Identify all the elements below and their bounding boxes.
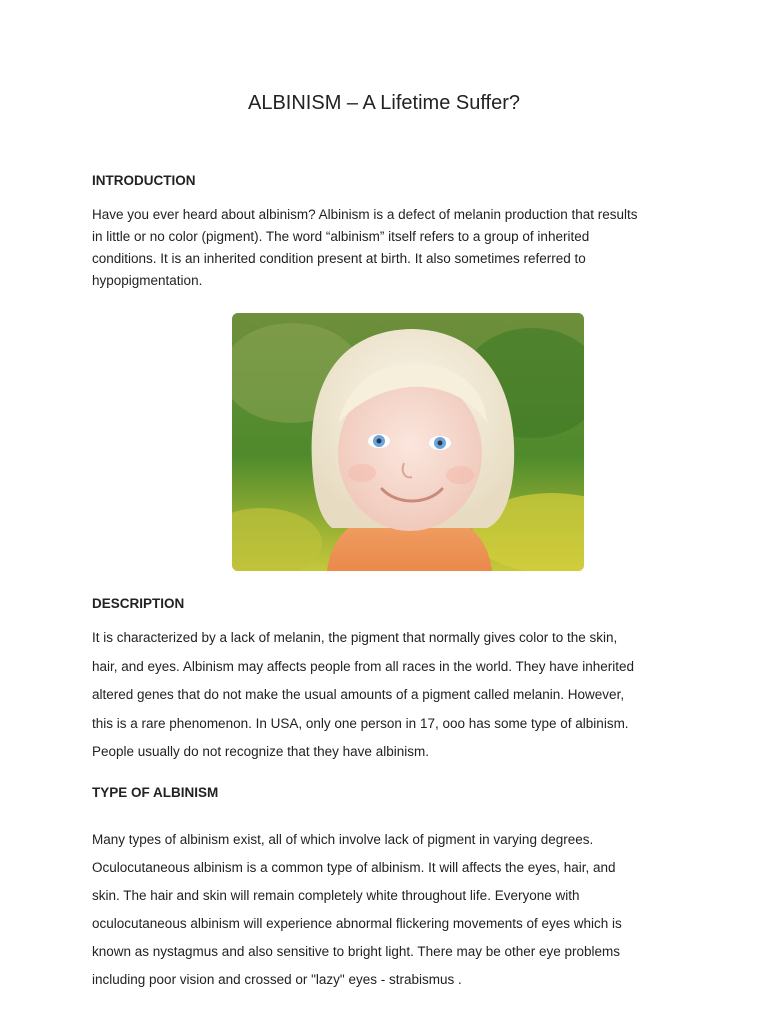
paragraph-line: known as nystagmus and also sensitive to bright light. There may be other eye problems	[92, 944, 621, 959]
paragraph-line: Have you ever heard about albinism? Albinism is a defect of melanin production that results	[92, 207, 638, 222]
section-heading-type-of-albinism: TYPE OF ALBINISM	[92, 785, 219, 800]
document-title: ALBINISM – A Lifetime Suffer?	[248, 92, 520, 114]
paragraph-line: hypopigmentation.	[92, 273, 203, 288]
paragraph-line: It is characterized by a lack of melanin, the pigment that normally gives color to the skin,	[92, 630, 618, 645]
paragraph-line: this is a rare phenomenon. In USA, only one person in 17, ooo has some type of albinism.	[92, 715, 629, 731]
paragraph-line: in little or no color (pigment). The word “albinism” itself refers to a group of inherited	[92, 229, 590, 244]
paragraph-line: oculocutaneous albinism will experience abnormal flickering movements of eyes which is	[92, 916, 622, 931]
paragraph-type-of-albinism	[92, 826, 682, 994]
paragraph-line: including poor vision and crossed or "lazy" eyes - strabismus .	[92, 972, 462, 987]
paragraph-line: altered genes that do not make the usual amounts of a pigment called melanin. However,	[92, 687, 625, 702]
child-photo	[232, 313, 584, 571]
paragraph-introduction	[92, 204, 682, 292]
paragraph-line: hair, and eyes. Albinism may affects people from all races in the world. They have inherited	[92, 658, 635, 674]
paragraph-line: skin. The hair and skin will remain completely white throughout life. Everyone with	[92, 888, 580, 903]
paragraph-line: Oculocutaneous albinism is a common type of albinism. It will affects the eyes, hair, and	[92, 860, 616, 875]
paragraph-line: Many types of albinism exist, all of which involve lack of pigment in varying degrees.	[92, 832, 594, 847]
paragraph-description	[92, 624, 682, 767]
paragraph-line: conditions. It is an inherited condition present at birth. It also sometimes referred to	[92, 251, 586, 266]
paragraph-line: People usually do not recognize that they have albinism.	[92, 744, 429, 759]
section-heading-introduction: INTRODUCTION	[92, 173, 196, 188]
section-heading-description: DESCRIPTION	[92, 596, 185, 611]
